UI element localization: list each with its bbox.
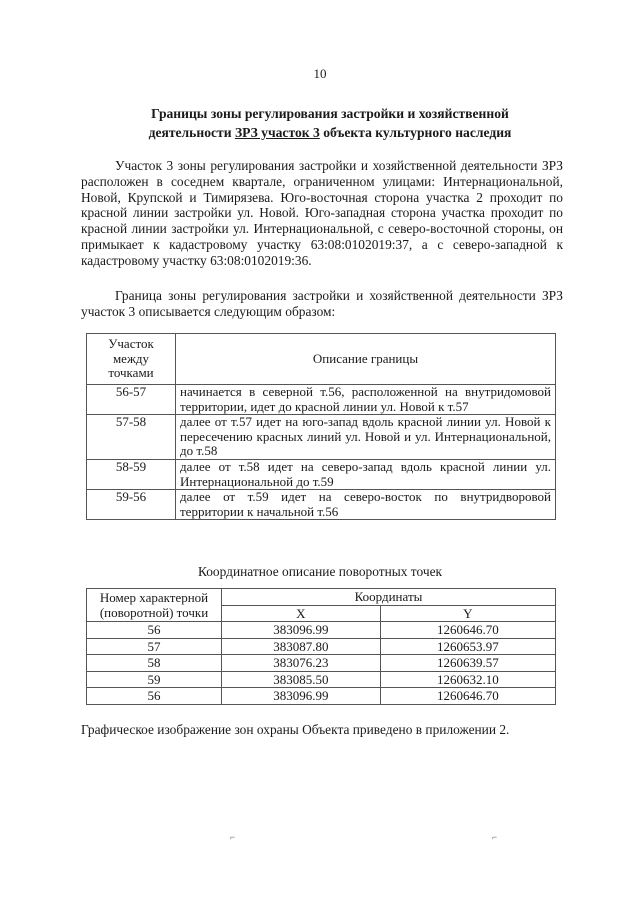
point-cell: 59	[87, 671, 222, 688]
table-row	[87, 655, 556, 672]
x-cell: 383096.99	[222, 688, 381, 705]
point-cell: 58	[87, 655, 222, 672]
x-cell: 383076.23	[222, 655, 381, 672]
header-segment: Участок между точками	[87, 334, 176, 385]
coords-header-row-1	[87, 589, 556, 606]
paragraph-location: Участок 3 зоны регулирования застройки и хозяйственной деятельности ЗРЗ расположен в соседнем квартале, ограниченном улицами: Интернациональной, Новой, Крупской и Тимирязева. Юго-восточная сторона участка 2 проходит по красной линии застройки ул. Новой. Юго-западная сторона участка проходит по красной линии застройки ул. Интернациональной, с северо-восточной стороны, он примыкает к кадастровому участку 63:08:0102019:37, а с северо-западной к кадастровому участку 63:08:0102019:36.	[81, 158, 563, 268]
header-coordinates: Координаты	[222, 589, 556, 606]
description-cell: начинается в северной т.56, расположенной на внутридомовой территории, идет до красной линии ул. Новой к т.57	[176, 385, 556, 415]
y-cell: 1260646.70	[380, 688, 555, 705]
boundary-description-table	[86, 333, 556, 520]
header-point-number: Номер характерной (поворотной) точки	[87, 589, 222, 622]
appendix-reference: Графическое изображение зон охраны Объекта приведено в приложении 2.	[81, 722, 510, 737]
title-underlined-segment: ЗРЗ участок 3	[234, 125, 320, 140]
y-cell: 1260639.57	[380, 655, 555, 672]
x-cell: 383085.50	[222, 671, 381, 688]
table-row	[87, 622, 556, 639]
table-row	[87, 638, 556, 655]
title-line-1: Границы зоны регулирования застройки и хозяйственной	[151, 106, 509, 121]
point-cell: 56	[87, 688, 222, 705]
header-y: Y	[380, 605, 555, 622]
section-title	[60, 104, 600, 142]
table-row	[87, 688, 556, 705]
y-cell: 1260646.70	[380, 622, 555, 639]
title-line-2	[60, 123, 600, 142]
coordinates-caption: Координатное описание поворотных точек	[197, 564, 443, 579]
title-line-2-start: деятельности	[148, 125, 235, 140]
segment-cell: 56-57	[87, 385, 176, 415]
x-cell: 383087.80	[222, 638, 381, 655]
point-cell: 56	[87, 622, 222, 639]
coordinates-table	[86, 588, 556, 705]
header-description: Описание границы	[176, 334, 556, 385]
description-cell: далее от т.59 идет на северо-восток по внутридворовой территории к начальной т.56	[176, 490, 556, 520]
title-line-2-end: объекта культурного наследия	[319, 125, 512, 140]
header-x: X	[222, 605, 381, 622]
segment-cell: 57-58	[87, 415, 176, 460]
y-cell: 1260632.10	[380, 671, 555, 688]
x-cell: 383096.99	[222, 622, 381, 639]
table-row	[87, 671, 556, 688]
description-cell: далее от т.57 идет на юго-запад вдоль красной линии ул. Новой к пересечению красных линий ул. Новой и ул. Интернациональной, до т.58	[176, 415, 556, 460]
page-number: 10	[313, 66, 327, 81]
point-cell: 57	[87, 638, 222, 655]
scan-mark-left: ⌐	[230, 832, 236, 842]
table-row	[87, 385, 556, 415]
table-row	[87, 490, 556, 520]
scan-mark-right: ⌐	[492, 832, 498, 842]
table-row	[87, 459, 556, 489]
y-cell: 1260653.97	[380, 638, 555, 655]
description-cell: далее от т.58 идет на северо-запад вдоль красной линии ул. Интернациональной до т.59	[176, 459, 556, 489]
segment-cell: 59-56	[87, 490, 176, 520]
table-row	[87, 415, 556, 460]
boundary-table-header	[87, 334, 556, 385]
segment-cell: 58-59	[87, 459, 176, 489]
paragraph-boundary-intro: Граница зоны регулирования застройки и хозяйственной деятельности ЗРЗ участок 3 описывается следующим образом:	[81, 288, 563, 319]
